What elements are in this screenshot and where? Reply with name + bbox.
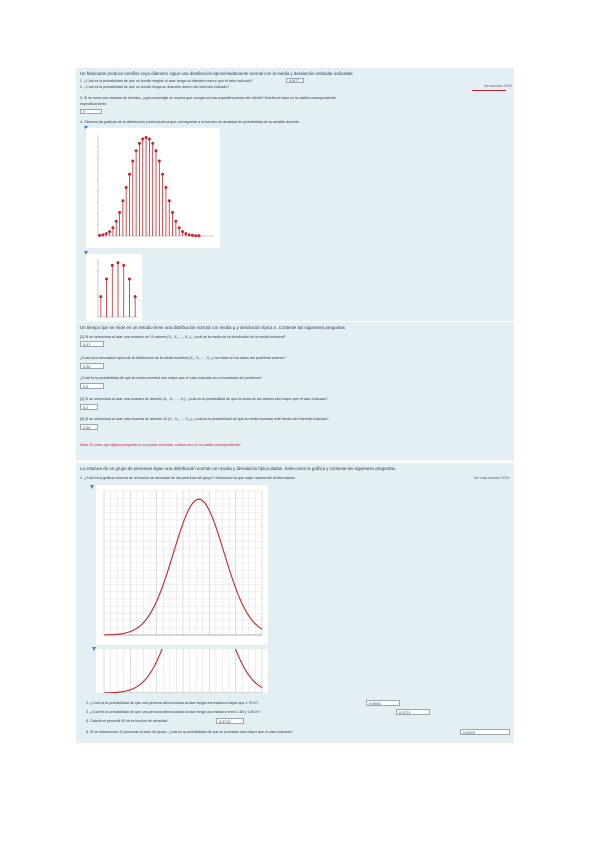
- panel1-intro: Un fabricante produce tornillos cuyo diámetro sigue una distribución aproximadamente normal con la media y desviación estándar indicadas: [80, 71, 353, 76]
- panel1-side-box: Ver sección 2019: [484, 84, 512, 88]
- pmf-point: [134, 295, 137, 298]
- pmf-point: [99, 295, 102, 298]
- normal-density-chart-svg: [96, 485, 268, 645]
- pmf-point: [115, 220, 118, 223]
- panel2-q2: ¿Cuál es la desviación típica de la distribución de la media muestral (X₁, X₂, ..., X₁₀) con base en los datos del problema anterior?: [80, 356, 286, 360]
- pmf-point: [148, 137, 151, 140]
- panel3-q4-answer[interactable]: 0.0710: [216, 718, 244, 724]
- panel1-q3b: especificaciones: [80, 102, 107, 106]
- normal-density-chart-2-svg: [96, 649, 268, 693]
- panel3-side: Ver más sección 2019: [474, 476, 510, 480]
- question-panel-2: [76, 322, 514, 460]
- panel3-q5: 5. Si se seleccionan 10 personas al azar del grupo, ¿cuál es la probabilidad de que su promedio sea mayor que el valor indicado?: [86, 730, 293, 734]
- panel1-q1-answer[interactable]: 0.0977: [286, 78, 304, 83]
- panel3-q5-answer[interactable]: 0.0003: [460, 729, 510, 735]
- red-underline: [472, 90, 506, 91]
- panel1-q3: 3. Si se toma una muestra de tornillos, ¿qué porcentaje se espera que cumpla con las especificaciones del cliente? Escriba el valor en la casilla correspondiente: [80, 96, 336, 100]
- panel2-q2-answer[interactable]: 0.04: [80, 363, 104, 369]
- panel2-intro: Un tiempo que se mide en un estudio tiene una distribución normal con media μ y desviación típica σ. Conteste las siguientes preguntas: [80, 325, 345, 330]
- pmf-point: [161, 173, 164, 176]
- panel3-q2-answer[interactable]: 0.9656: [366, 700, 400, 706]
- panel2-q5-answer[interactable]: 0.04: [80, 424, 98, 430]
- panel2-note: Nota: Si crees que alguna pregunta no se puede contestar, coloca cero en la casilla correspondiente.: [80, 443, 241, 447]
- pmf-point: [98, 234, 101, 237]
- panel3-q3-answer[interactable]: 0.0271: [396, 709, 430, 715]
- panel1-q4: 4. Observe las gráficas de la distribución y seleccione la que corresponde a la función de densidad de probabilidad de la variable descrita: [80, 120, 299, 124]
- normal-density-chart: [96, 485, 268, 645]
- panel3-q2: 2. ¿Cuál es la probabilidad de que una persona seleccionada al azar tenga una estatura mayor que 1.75 m?: [86, 701, 259, 705]
- panel3-q3: 3. ¿Cuál es la probabilidad de que una persona seleccionada al azar tenga una estatura entre 1.65 y 1.80 m?: [86, 710, 261, 714]
- pmf-point: [135, 149, 138, 152]
- pmf-point: [105, 278, 108, 281]
- pmf-point: [145, 136, 148, 139]
- pmf-point: [181, 230, 184, 233]
- pmf-point: [141, 137, 144, 140]
- panel2-q3: ¿Cuál es la probabilidad de que la media muestral sea mayor que el valor indicado en el enunciado del problema?: [80, 376, 262, 380]
- pmf-point: [191, 234, 194, 237]
- pmf-chart-2: [86, 254, 142, 321]
- pmf-point: [168, 199, 171, 202]
- pmf-point: [158, 160, 161, 163]
- pmf-point: [178, 226, 181, 229]
- normal-density-chart-2: [96, 649, 268, 693]
- pmf-point: [122, 264, 125, 267]
- pmf-point: [198, 234, 201, 237]
- pmf-point: [111, 226, 114, 229]
- pmf-point: [164, 186, 167, 189]
- question-panel-1: [76, 68, 514, 321]
- pmf-point: [128, 173, 131, 176]
- pmf-point: [121, 199, 124, 202]
- panel2-q1: [1] Si se selecciona al azar una muestra de 10 valores (X₁, X₂, ..., X₁₀), ¿cuál es la media de la distribución de la media muestral?: [80, 335, 286, 339]
- panel2-q4: [4] Si se selecciona al azar una muestra de tamaño (X₁, X₂, ..., X₄), ¿cuál es la probabilidad de que la suma de los valores sea mayor que el valor indicado?: [80, 397, 328, 401]
- pmf-point: [108, 230, 111, 233]
- pmf-point: [117, 261, 120, 264]
- pmf-chart-1-svg: [86, 128, 220, 248]
- pmf-chart-2-svg: [86, 254, 142, 321]
- panel3-q4: 4. Calcule el percentil 90 de la función de densidad: [86, 719, 168, 723]
- pmf-point: [155, 149, 158, 152]
- panel1-q3-answer[interactable]: 0: [80, 109, 102, 114]
- pmf-point: [111, 264, 114, 267]
- pmf-point: [151, 142, 154, 145]
- panel3-intro: La estatura de un grupo de personas sigue una distribución normal con media y desviación típica dadas. Seleccione la gráfica y conteste las siguientes preguntas.: [80, 466, 397, 471]
- pmf-point: [131, 160, 134, 163]
- pmf-point: [174, 220, 177, 223]
- pmf-point: [188, 233, 191, 236]
- pmf-point: [118, 211, 121, 214]
- pmf-point: [101, 233, 104, 236]
- pmf-point: [184, 232, 187, 235]
- pmf-point: [105, 232, 108, 235]
- panel2-q5: [5] Si se selecciona al azar otra muestra de tamaño 16 (X₁, X₂, ..., X₁₆), ¿cuál es la probabilidad de que la media muestral esté dentro del intervalo indicado?: [80, 417, 329, 421]
- pmf-point: [194, 234, 197, 237]
- radio-arrow-3[interactable]: [90, 485, 94, 489]
- panel1-q2: 2. ¿Cuál es la probabilidad de que un tornillo tenga un diámetro dentro del intervalo indicado?: [80, 85, 230, 89]
- panel2-q4-answer[interactable]: 0.2: [80, 404, 98, 410]
- panel2-q3-answer[interactable]: 0.0: [80, 383, 104, 389]
- question-panel-3: [76, 463, 514, 743]
- pmf-point: [128, 278, 131, 281]
- pmf-point: [125, 186, 128, 189]
- pmf-point: [138, 142, 141, 145]
- panel3-q1: 1. ¿Cuál es la gráfica correcta de la función de densidad de las personas del grupo? Seleccione la que mejor represente la información: [80, 476, 296, 480]
- pmf-chart-1: [86, 128, 220, 248]
- panel1-q1: 1. ¿Cuál es la probabilidad de que un tornillo elegido al azar tenga un diámetro menor que el valor indicado?: [80, 79, 253, 83]
- pmf-point: [171, 211, 174, 214]
- panel2-q1-answer[interactable]: 0.07: [80, 341, 104, 347]
